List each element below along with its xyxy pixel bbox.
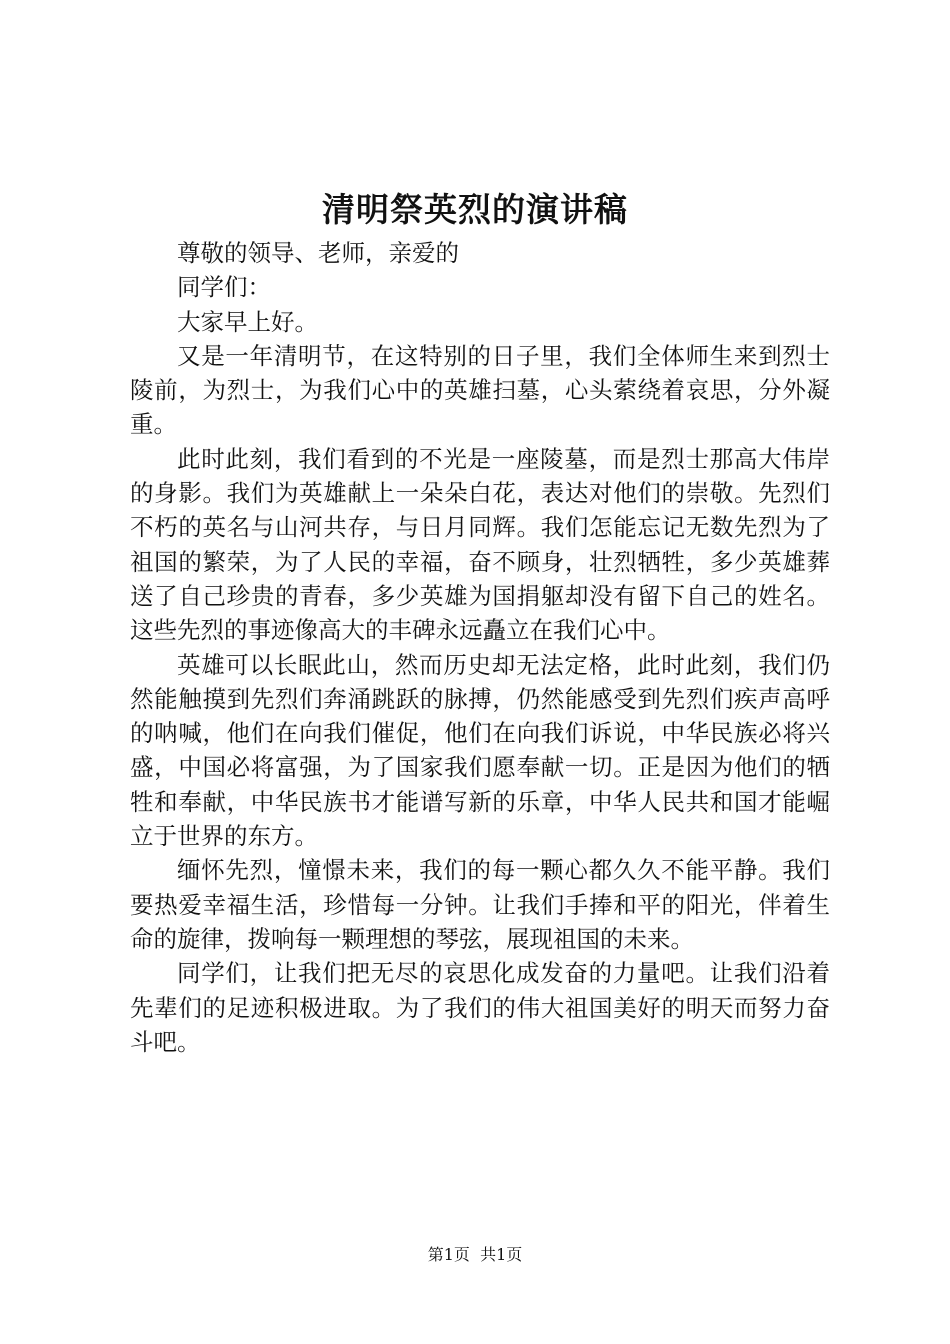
paragraph-closing: 同学们，让我们把无尽的哀思化成发奋的力量吧。让我们沿着先辈们的足迹积极进取。为了我们的伟大祖国美好的明天而努力奋斗吧。 [130,959,830,1056]
document-body [130,236,830,1059]
page-number-footer: 第1页 共1页 [427,1245,523,1264]
paragraph-body: 又是一年清明节，在这特别的日子里，我们全体师生来到烈士陵前，为烈士，为我们心中的英雄扫墓，心头萦绕着哀思，分外凝重。 [130,341,830,439]
paragraph-body: 英雄可以长眠此山，然而历史却无法定格，此时此刻，我们仍然能触摸到先烈们奔涌跳跃的脉搏，仍然能感受到先烈们疾声高呼的呐喊，他们在向我们催促，他们在向我们诉说，中华民族必将兴盛，中国必将富强，为了国家我们愿奉献一切。正是因为他们的牺牲和奉献，中华民族书才能谱写新的乐章，中华人民共和国才能崛立于世界的东方。 [130,650,830,851]
paragraph-salutation-cont: 同学们： [177,273,271,302]
paragraph-greeting: 大家早上好。 [177,307,318,336]
paragraph-salutation: 尊敬的领导、老师，亲爱的 [177,239,459,267]
paragraph-body: 缅怀先烈，憧憬未来，我们的每一颗心都久久不能平静。我们要热爱幸福生活，珍惜每一分钟。让我们手捧和平的阳光，伴着生命的旋律，拨响每一颗理想的琴弦，展现祖国的未来。 [130,856,830,953]
paragraph-body: 此时此刻，我们看到的不光是一座陵墓，而是烈士那高大伟岸的身影。我们为英雄献上一朵朵白花，表达对他们的崇敬。先烈们不朽的英名与山河共存，与日月同辉。我们怎能忘记无数先烈为了祖国的繁荣，为了人民的幸福，奋不顾身，壮烈牺牲，多少英雄葬送了自己珍贵的青春，多少英雄为国捐躯却没有留下自己的姓名。这些先烈的事迹像高大的丰碑永远矗立在我们心中。 [130,444,830,645]
document-title: 清明祭英烈的演讲稿 [322,190,628,229]
